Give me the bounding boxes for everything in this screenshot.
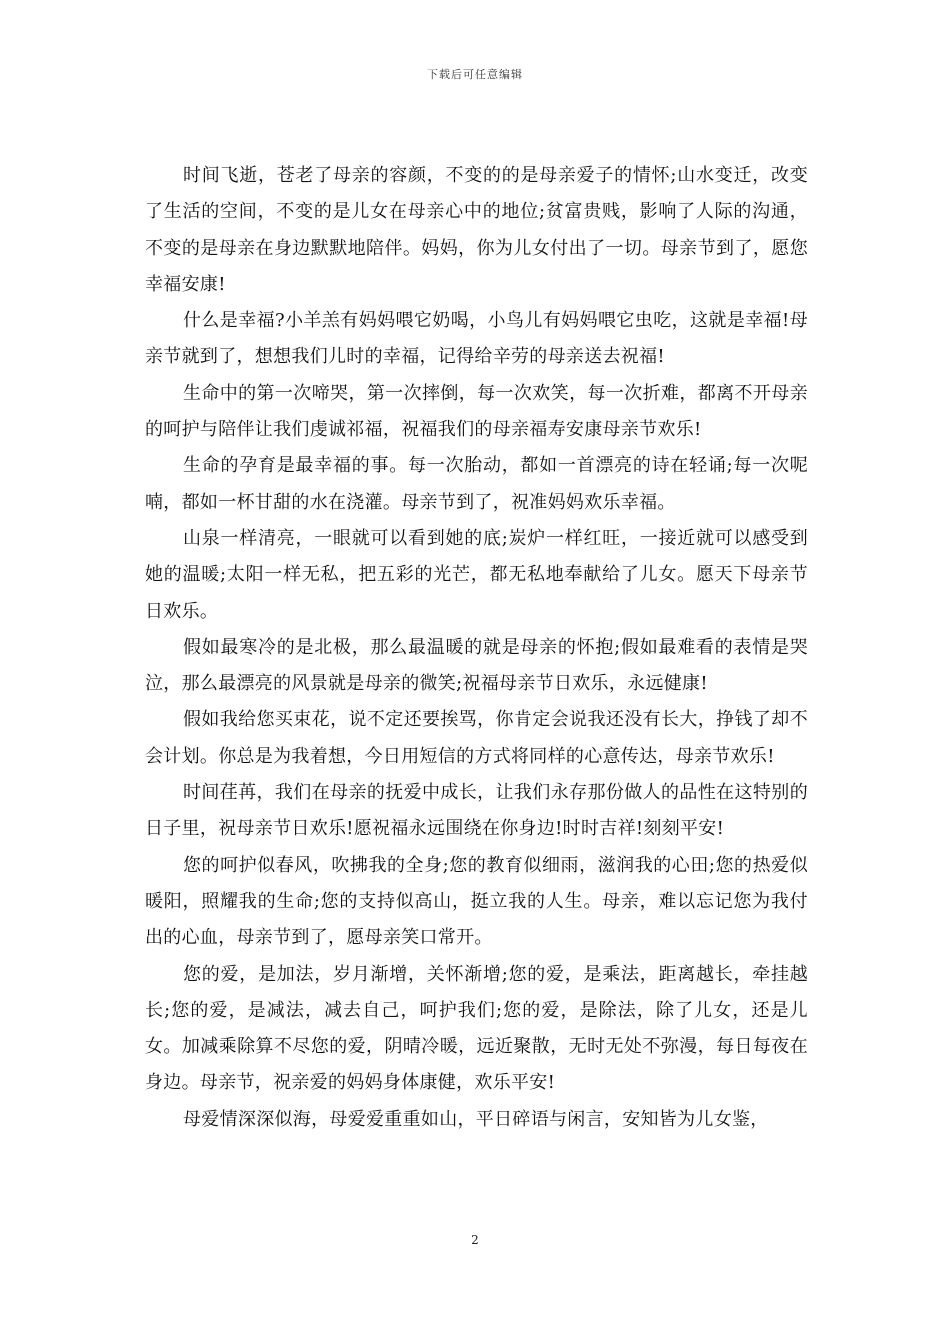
paragraph: 时间飞逝，苍老了母亲的容颜，不变的的是母亲爱子的情怀;山水变迁，改变了生活的空间，不变的是儿女在母亲心中的地位;贫富贵贱，影响了人际的沟通，不变的是母亲在身边默默地陪伴。妈妈，你为儿女付出了一切。母亲节到了，愿您幸福安康! [145,165,808,295]
paragraph: 您的爱，是加法，岁月渐增，关怀渐增;您的爱，是乘法，距离越长，牵挂越长;您的爱，是减法，减去自己，呵护我们;您的爱，是除法，除了儿女，还是儿女。加减乘除算不尽您的爱，阴晴冷暖，远近聚散，无时无处不弥漫，每日每夜在身边。母亲节，祝亲爱的妈妈身体康健，欢乐平安! [145,963,808,1094]
paragraph: 假如最寒冷的是北极，那么最温暖的就是母亲的怀抱;假如最难看的表情是哭泣，那么最漂亮的风景就是母亲的微笑;祝福母亲节日欢乐，永远健康! [145,636,808,695]
paragraph: 生命的孕育是最幸福的事。每一次胎动，都如一首漂亮的诗在轻诵;每一次呢喃，都如一杯甘甜的水在浇灌。母亲节到了，祝准妈妈欢乐幸福。 [145,455,808,513]
paragraph: 时间荏苒，我们在母亲的抚爱中成长，让我们永存那份做人的品性在这特别的日子里，祝母亲节日欢乐!愿祝福永远围绕在你身边!时时吉祥!刻刻平安! [145,782,808,840]
paragraph: 什么是幸福?小羊羔有妈妈喂它奶喝，小鸟儿有妈妈喂它虫吃，这就是幸福!母亲节就到了，想想我们儿时的幸福，记得给辛劳的母亲送去祝福! [145,310,808,368]
paragraph: 生命中的第一次啼哭，第一次摔倒，每一次欢笑，每一次折难，都离不开母亲的呵护与陪伴让我们虔诚祁福，祝福我们的母亲福寿安康母亲节欢乐! [145,382,808,441]
paragraph: 母爱情深深似海，母爱爱重重如山，平日碎语与闲言，安知皆为儿女鉴， [183,1108,769,1130]
page-number: 2 [471,1233,479,1247]
page-header-note: 下载后可任意编辑 [427,68,523,81]
paragraph: 山泉一样清亮，一眼就可以看到她的底;炭炉一样红旺，一接近就可以感受到她的温暖;太阳一样无私，把五彩的光芒，都无私地奉献给了儿女。愿天下母亲节日欢乐。 [145,527,808,622]
paragraph: 假如我给您买束花，说不定还要挨骂，你肯定会说我还没有长大，挣钱了却不会计划。你总是为我着想，今日用短信的方式将同样的心意传达，母亲节欢乐! [145,709,808,767]
document-body [145,158,808,1138]
paragraph: 您的呵护似春风，吹拂我的全身;您的教育似细雨，滋润我的心田;您的热爱似暖阳，照耀我的生命;您的支持似高山，挺立我的人生。母亲，难以忘记您为我付出的心血，母亲节到了，愿母亲笑口常开。 [145,854,808,949]
